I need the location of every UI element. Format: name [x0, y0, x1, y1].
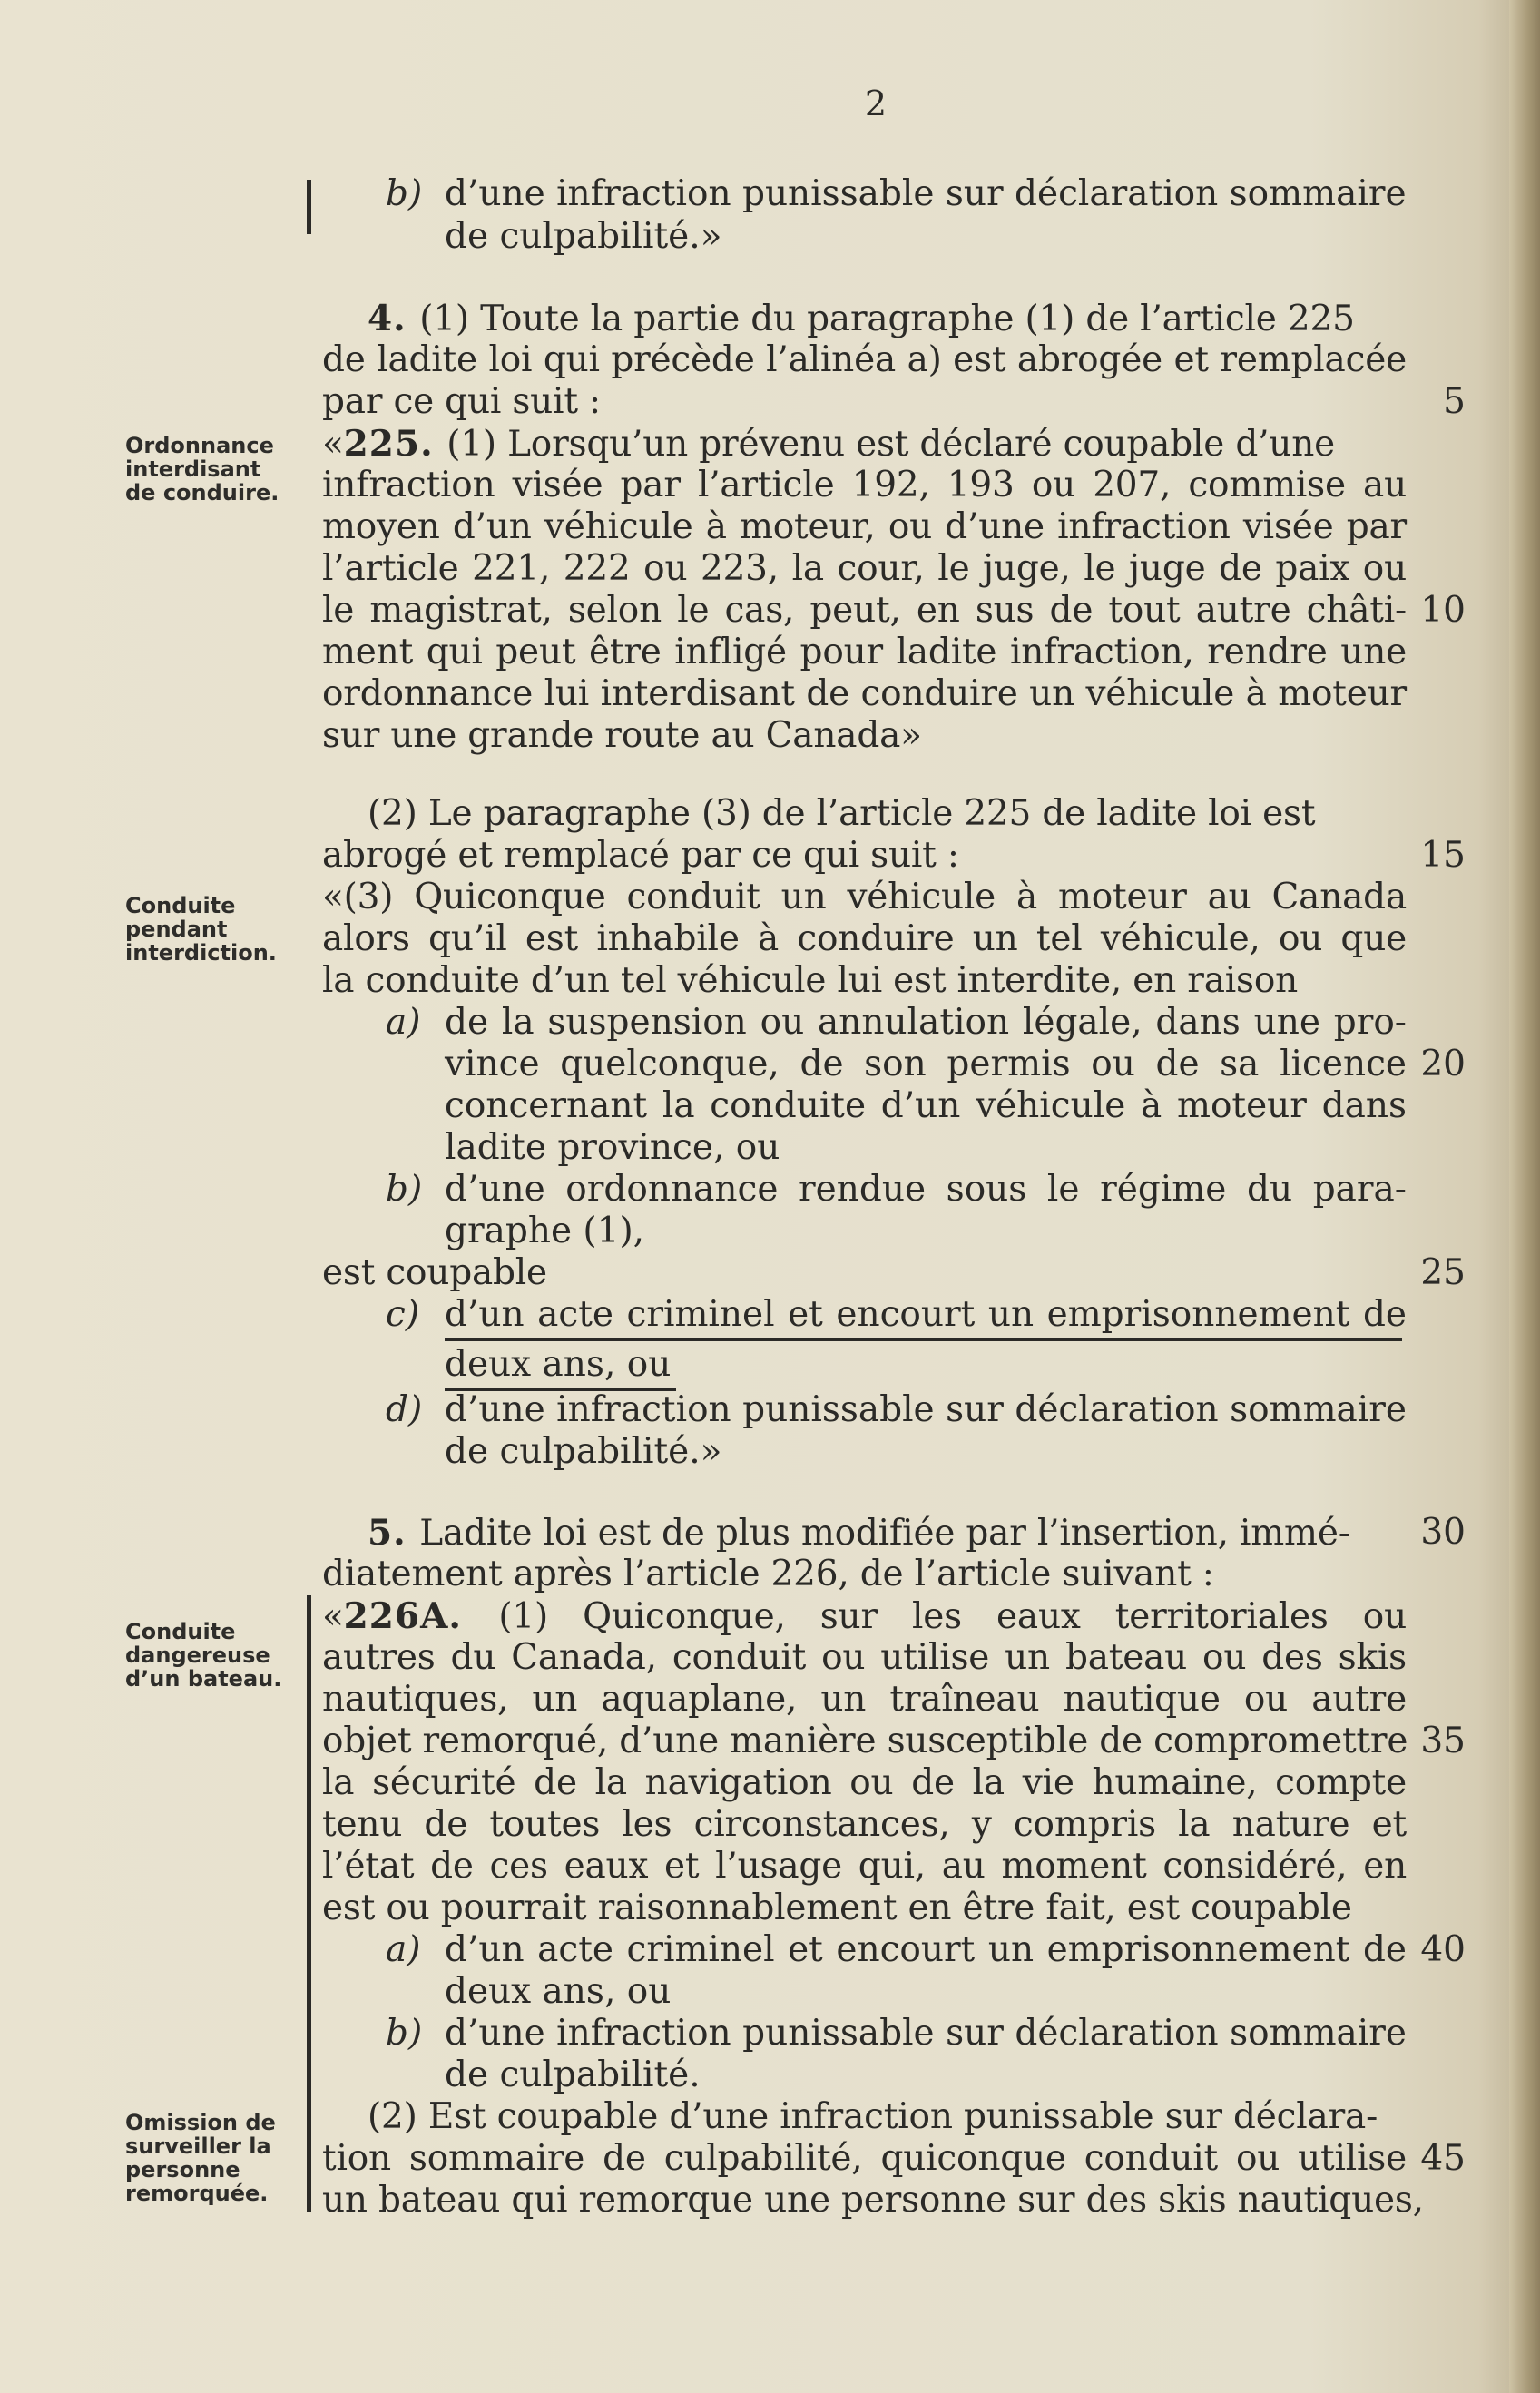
list-item: concernant la conduite d’un véhicule à moteur dans: [445, 1085, 1407, 1126]
paragraph-line: infraction visée par l’article 192, 193 ou 207, commise au: [322, 465, 1407, 505]
line-number: 30: [1420, 1512, 1466, 1553]
underline-rule: [445, 1338, 1402, 1341]
list-item: de culpabilité.»: [445, 1431, 722, 1472]
paragraph-line: l’état de ces eaux et l’usage qui, au moment considéré, en: [322, 1846, 1407, 1887]
list-item: deux ans, ou: [445, 1971, 672, 2012]
margin-note: Omission de surveiller la personne remorquée.: [125, 2110, 276, 2206]
line-number: 25: [1420, 1252, 1466, 1293]
line-number: 10: [1420, 590, 1466, 631]
paragraph-line: est ou pourrait raisonnablement en être fait, est coupable: [322, 1888, 1352, 1928]
paragraph-line: un bateau qui remorque une personne sur des skis nautiques,: [322, 2180, 1424, 2221]
list-item: a) de la suspension ou annulation légale, dans une pro-: [386, 1002, 1407, 1043]
paragraph-line: abrogé et remplacé par ce qui suit :: [322, 835, 959, 876]
list-item: de culpabilité.: [445, 2055, 701, 2095]
paragraph-line: nautiques, un aquaplane, un traîneau nautique ou autre: [322, 1679, 1407, 1720]
margin-note: Conduite dangereuse d’un bateau.: [125, 1619, 282, 1692]
list-item: b) d’une infraction punissable sur déclaration sommaire: [386, 173, 1407, 214]
paragraph-line: l’article 221, 222 ou 223, la cour, le juge, le juge de paix ou: [322, 548, 1407, 589]
paragraph-line: (2) Est coupable d’une infraction punissable sur déclara-: [368, 2096, 1378, 2137]
list-item: b) d’une infraction punissable sur déclaration sommaire: [386, 2013, 1407, 2054]
paragraph-line: autres du Canada, conduit ou utilise un bateau ou des skis: [322, 1637, 1407, 1678]
paragraph-line: tion sommaire de culpabilité, quiconque conduit ou utilise: [322, 2138, 1407, 2179]
line-number: 5: [1443, 381, 1466, 422]
paragraph-line: moyen d’un véhicule à moteur, ou d’une infraction visée par: [322, 506, 1407, 547]
paragraph-line: 5. Ladite loi est de plus modifiée par l’insertion, immé-: [368, 1512, 1350, 1554]
margin-note: Ordonnance interdisant de conduire.: [125, 433, 280, 505]
page-edge: [1509, 0, 1540, 2393]
paragraph-line: «(3) Quiconque conduit un véhicule à moteur au Canada: [322, 877, 1407, 917]
line-number: 45: [1420, 2138, 1466, 2179]
list-item: d) d’une infraction punissable sur déclaration sommaire: [386, 1389, 1407, 1430]
paragraph-line: la sécurité de la navigation ou de la vie humaine, compte: [322, 1762, 1407, 1803]
list-item: ladite province, ou: [445, 1127, 780, 1168]
list-item: de culpabilité.»: [445, 216, 722, 257]
paragraph-line: est coupable: [322, 1252, 547, 1293]
change-bar: [307, 180, 311, 234]
list-item: deux ans, ou: [445, 1344, 672, 1385]
paragraph-line: ment qui peut être infligé pour ladite infraction, rendre une: [322, 632, 1407, 672]
paragraph-line: 4. (1) Toute la partie du paragraphe (1) de l’article 225: [368, 298, 1355, 339]
paragraph-line: tenu de toutes les circonstances, y compris la nature et: [322, 1804, 1407, 1845]
paragraph-line: de ladite loi qui précède l’alinéa a) est abrogée et remplacée: [322, 339, 1407, 380]
line-number: 15: [1420, 835, 1466, 876]
change-bar: [307, 1595, 311, 2212]
paragraph-line: «225. (1) Lorsqu’un prévenu est déclaré coupable d’une: [322, 423, 1336, 465]
list-item: b) d’une ordonnance rendue sous le régime du para-: [386, 1169, 1407, 1210]
margin-note: Conduite pendant interdiction.: [125, 893, 277, 966]
paragraph-line: ordonnance lui interdisant de conduire un véhicule à moteur: [322, 673, 1407, 714]
paragraph-line: alors qu’il est inhabile à conduire un tel véhicule, ou que: [322, 918, 1407, 959]
paragraph-line: «226A. (1) Quiconque, sur les eaux territoriales ou: [322, 1595, 1407, 1637]
page-number: 2: [864, 83, 888, 123]
paragraph-line: (2) Le paragraphe (3) de l’article 225 de ladite loi est: [368, 793, 1316, 834]
line-number: 35: [1420, 1721, 1466, 1761]
paragraph-line: par ce qui suit :: [322, 381, 601, 422]
list-item: graphe (1),: [445, 1211, 645, 1251]
paragraph-line: objet remorqué, d’une manière susceptible de compromettre: [322, 1721, 1408, 1761]
list-item: a) d’un acte criminel et encourt un emprisonnement de: [386, 1929, 1407, 1970]
list-item: vince quelconque, de son permis ou de sa licence: [445, 1044, 1407, 1084]
line-number: 40: [1420, 1929, 1466, 1970]
list-item: c) d’un acte criminel et encourt un emprisonnement de: [386, 1294, 1407, 1335]
paragraph-line: la conduite d’un tel véhicule lui est interdite, en raison: [322, 960, 1299, 1001]
paragraph-line: diatement après l’article 226, de l’article suivant :: [322, 1554, 1214, 1594]
line-number: 20: [1420, 1044, 1466, 1084]
paragraph-line: sur une grande route au Canada»: [322, 715, 922, 756]
paragraph-line: le magistrat, selon le cas, peut, en sus de tout autre châti-: [322, 590, 1407, 631]
